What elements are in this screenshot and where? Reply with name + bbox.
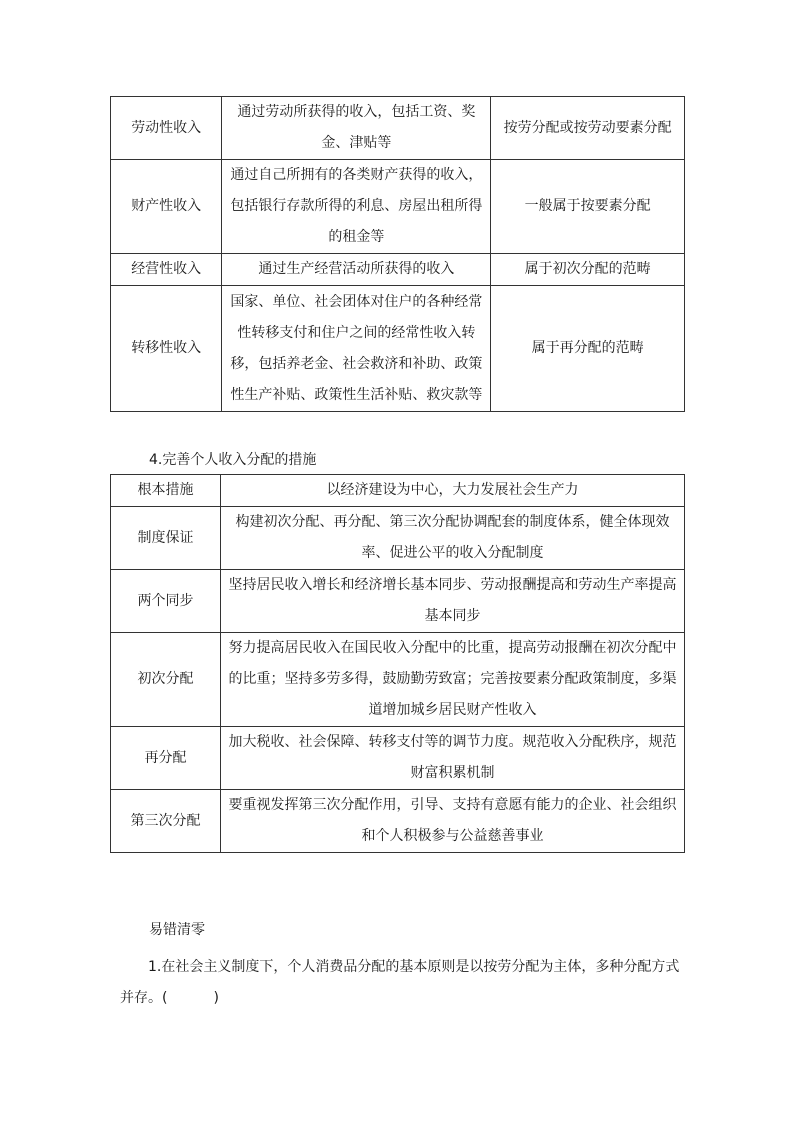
table-row [111, 475, 685, 507]
distribution-measures-table [110, 474, 685, 853]
income-dist-cell: 一般属于按要素分配 [491, 160, 685, 254]
income-desc-cell: 通过生产经营活动所获得的收入 [222, 254, 491, 286]
measure-text-cell: 以经济建设为中心，大力发展社会生产力 [221, 475, 685, 507]
item-1-close: ) [213, 990, 219, 1006]
income-types-table [110, 96, 685, 412]
measure-text-cell: 加大税收、社会保障、转移支付等的调节力度。规范收入分配秩序，规范财富积累机制 [221, 727, 685, 790]
table-row [111, 727, 685, 790]
table-row [111, 97, 685, 160]
measure-text-cell: 构建初次分配、再分配、第三次分配协调配套的制度体系，健全体现效率、促进公平的收入分配制度 [221, 507, 685, 570]
measure-label-cell: 再分配 [111, 727, 221, 790]
income-type-cell: 劳动性收入 [111, 97, 222, 160]
table-row [111, 790, 685, 853]
table-row [111, 633, 685, 727]
measure-text-cell: 努力提高居民收入在国民收入分配中的比重，提高劳动报酬在初次分配中的比重；坚持多劳多得，鼓励勤劳致富；完善按要素分配政策制度，多渠道增加城乡居民财产性收入 [221, 633, 685, 727]
income-desc-cell: 通过劳动所获得的收入，包括工资、奖金、津贴等 [222, 97, 491, 160]
measure-label-cell: 根本措施 [111, 475, 221, 507]
income-desc-cell: 通过自己所拥有的各类财产获得的收入，包括银行存款所得的利息、房屋出租所得的租金等 [222, 160, 491, 254]
income-desc-cell: 国家、单位、社会团体对住户的各种经常性转移支付和住户之间的经常性收入转移，包括养老金、社会救济和补助、政策性生产补贴、政策性生活补贴、救灾款等 [222, 286, 491, 412]
measure-text-cell: 要重视发挥第三次分配作用，引导、支持有意愿有能力的企业、社会组织和个人积极参与公益慈善事业 [221, 790, 685, 853]
item-1-text: 1.在社会主义制度下，个人消费品分配的基本原则是以按劳分配为主体，多种分配方式并存。( [120, 959, 680, 1006]
table-row [111, 254, 685, 286]
income-dist-cell: 按劳分配或按劳动要素分配 [491, 97, 685, 160]
section-4-title: 4.完善个人收入分配的措施 [149, 452, 317, 468]
income-type-cell: 转移性收入 [111, 286, 222, 412]
income-type-cell: 财产性收入 [111, 160, 222, 254]
income-type-cell: 经营性收入 [111, 254, 222, 286]
income-dist-cell: 属于再分配的范畴 [491, 286, 685, 412]
table-row [111, 507, 685, 570]
table-row [111, 570, 685, 633]
measure-label-cell: 第三次分配 [111, 790, 221, 853]
true-false-item-1 [120, 952, 680, 1014]
table-row [111, 160, 685, 254]
measure-text-cell: 坚持居民收入增长和经济增长基本同步、劳动报酬提高和劳动生产率提高基本同步 [221, 570, 685, 633]
measure-label-cell: 制度保证 [111, 507, 221, 570]
measure-label-cell: 初次分配 [111, 633, 221, 727]
income-dist-cell: 属于初次分配的范畴 [491, 254, 685, 286]
measure-label-cell: 两个同步 [111, 570, 221, 633]
errors-section-title: 易错清零 [149, 922, 205, 938]
table-row [111, 286, 685, 412]
